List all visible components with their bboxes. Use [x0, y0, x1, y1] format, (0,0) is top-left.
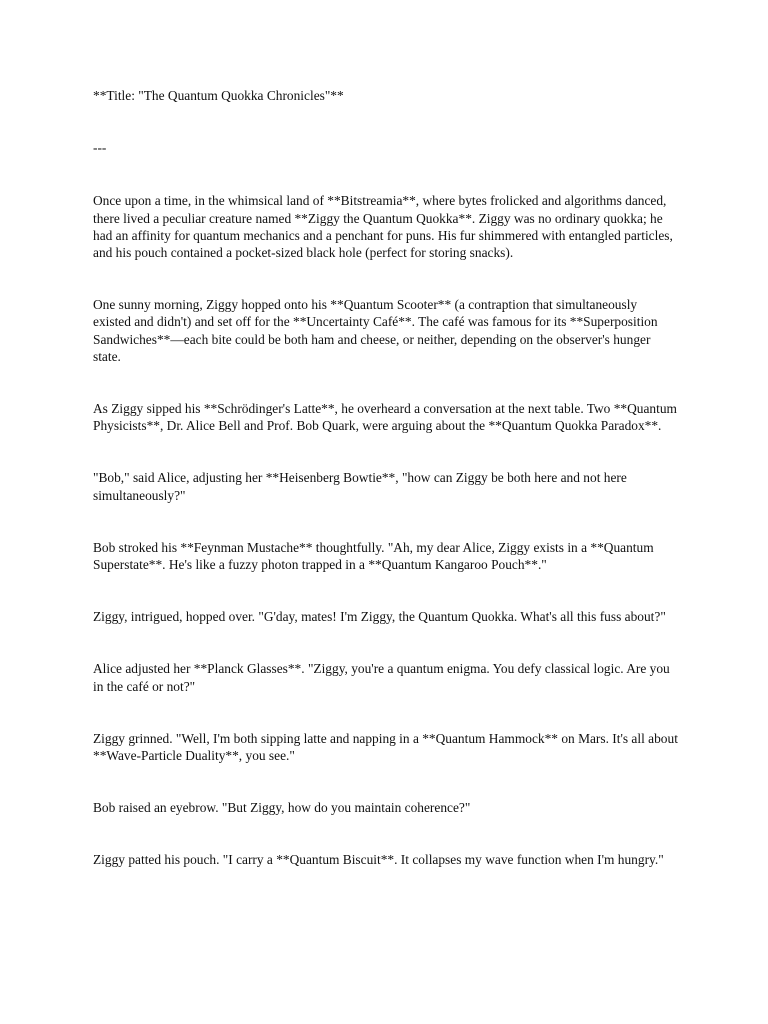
paragraph: Ziggy grinned. "Well, I'm both sipping latte and napping in a **Quantum Hammock** on Mars. It's all about **Wave-Particle Duality**, you see."	[93, 730, 678, 764]
paragraph: Bob raised an eyebrow. "But Ziggy, how do you maintain coherence?"	[93, 800, 471, 816]
document-title: **Title: "The Quantum Quokka Chronicles"**	[93, 88, 344, 103]
paragraph: Once upon a time, in the whimsical land of **Bitstreamia**, where bytes frolicked and algorithms danced, there lived a peculiar creature named **Ziggy the Quantum Quokka**. Ziggy was no ordinary quokka; he had an affinity for quantum mechanics and a penchant for puns. His fur shimmered with entangled particles, and his pouch contained a pocket-sized black hole (perfect for storing snacks).	[93, 193, 673, 261]
paragraph: "Bob," said Alice, adjusting her **Heisenberg Bowtie**, "how can Ziggy be both here and not here simultaneously?"	[93, 470, 627, 503]
paragraph: Ziggy patted his pouch. "I carry a **Quantum Biscuit**. It collapses my wave function when I'm hungry."	[93, 852, 664, 868]
section-separator: ---	[93, 140, 107, 156]
paragraph: Ziggy, intrigued, hopped over. "G'day, mates! I'm Ziggy, the Quantum Quokka. What's all this fuss about?"	[93, 609, 666, 625]
document-body	[93, 87, 678, 904]
paragraph: One sunny morning, Ziggy hopped onto his **Quantum Scooter** (a contraption that simultaneously existed and didn't) and set off for the **Uncertainty Café**. The café was famous for its **Superposition Sandwiches**—each bite could be both ham and cheese, or neither, depending on the observer's hunger state.	[93, 297, 658, 364]
paragraph: Alice adjusted her **Planck Glasses**. "Ziggy, you're a quantum enigma. You defy classical logic. Are you in the café or not?"	[93, 661, 670, 694]
paragraph: Bob stroked his **Feynman Mustache** thoughtfully. "Ah, my dear Alice, Ziggy exists in a **Quantum Superstate**. He's like a fuzzy photon trapped in a **Quantum Kangaroo Pouch**."	[93, 539, 654, 573]
paragraph: As Ziggy sipped his **Schrödinger's Latte**, he overheard a conversation at the next table. Two **Quantum Physicists**, Dr. Alice Bell and Prof. Bob Quark, were arguing about the **Quantum Quokka Paradox**.	[93, 401, 677, 434]
